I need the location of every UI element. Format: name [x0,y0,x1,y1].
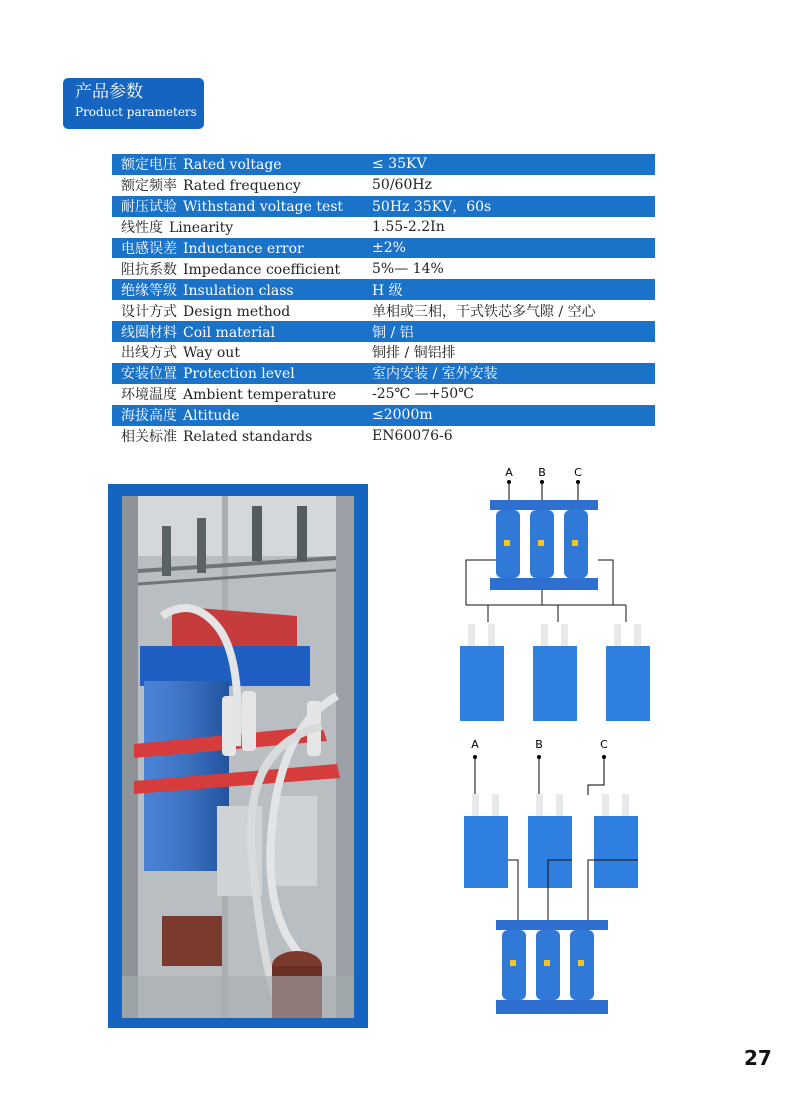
parameter-label [112,322,364,342]
parameter-row [112,321,655,342]
parameter-label-en: Rated frequency [183,178,301,195]
wiring-diagram [448,460,668,1030]
parameters-table [112,154,655,446]
parameter-label-en: Insulation class [183,282,294,299]
parameter-label-en: Linearity [169,220,234,237]
parameter-label-en: Rated voltage [183,157,282,174]
parameter-label-cn: 绝缘等级 [121,282,177,299]
diagram-phase-label: A [471,738,479,751]
section-header-badge [63,78,204,129]
parameter-row [112,342,655,363]
parameter-label [112,217,364,237]
parameter-row [112,363,655,384]
parameter-label-en: Withstand voltage test [183,199,344,216]
parameter-label [112,405,364,425]
parameter-label-cn: 出线方式 [121,345,177,362]
parameter-value: 单相或三相，干式铁芯多气隙 / 空心 [372,303,596,320]
parameter-row [112,300,655,321]
parameter-label [112,154,364,174]
parameter-label-cn: 额定电压 [121,157,177,174]
diagram-phase-label: B [535,738,543,751]
parameter-value: EN60076-6 [372,428,453,445]
section-title-cn: 产品参数 [75,82,143,102]
parameter-label-cn: 耐压试验 [121,199,177,216]
section-title-en: Product parameters [75,105,197,119]
parameter-label-en: Ambient temperature [183,387,337,404]
parameter-value: 5%— 14% [372,260,444,277]
parameter-value: -25℃ —+50℃ [372,386,474,403]
parameter-label [112,196,364,216]
parameter-row [112,426,655,447]
parameter-row [112,384,655,405]
parameter-value: 铜排 / 铜铝排 [372,345,456,362]
parameter-label-cn: 阻抗系数 [121,261,177,278]
parameter-label-cn: 安装位置 [121,366,177,383]
parameter-label [112,384,364,404]
parameter-label [112,175,364,195]
parameter-label-cn: 相关标准 [121,429,177,446]
diagram-phase-label: C [574,466,582,479]
parameter-label-en: Design method [183,303,291,320]
parameter-row [112,196,655,217]
parameter-label-en: Way out [183,345,240,362]
parameter-label [112,238,364,258]
parameter-label-cn: 线性度 [121,220,163,237]
parameter-row [112,405,655,426]
parameter-row [112,258,655,279]
parameter-label-cn: 额定频率 [121,178,177,195]
parameter-label [112,280,364,300]
parameter-label-en: Altitude [183,408,240,425]
installation-photo [122,496,354,1018]
parameter-value: ≤2000m [372,407,433,424]
parameter-row [112,279,655,300]
parameter-row [112,217,655,238]
parameter-row [112,238,655,259]
parameter-value: H 级 [372,282,403,299]
parameter-label [112,301,364,321]
parameter-label [112,426,364,446]
parameter-value: 铜 / 铝 [372,324,414,341]
diagram-phase-label: C [600,738,608,751]
parameter-label [112,363,364,383]
parameter-label-en: Inductance error [183,241,304,257]
parameter-value: ±2% [372,240,406,256]
parameter-row [112,154,655,175]
page-number: 27 [744,1046,772,1070]
parameter-row [112,175,655,196]
parameter-label-cn: 电感误差 [121,241,177,257]
diagram-phase-label: B [538,466,546,479]
parameter-value: 室内安装 / 室外安装 [372,366,498,383]
parameter-label-cn: 环境温度 [121,387,177,404]
parameter-label-cn: 设计方式 [121,303,177,320]
parameter-value: 1.55-2.2In [372,219,445,236]
parameter-label-en: Impedance coefficient [183,261,341,278]
parameter-value: 50Hz 35KV，60s [372,199,492,216]
parameter-value: 50/60Hz [372,177,432,194]
parameter-label [112,259,364,279]
parameter-label-en: Related standards [183,429,313,446]
product-photo-frame [108,484,368,1028]
diagram-phase-label: A [505,466,513,479]
parameter-label [112,342,364,362]
parameter-value: ≤ 35KV [372,156,427,173]
parameter-label-cn: 线圈材料 [121,324,177,341]
parameter-label-en: Coil material [183,324,276,341]
parameter-label-cn: 海拔高度 [121,408,177,425]
parameter-label-en: Protection level [183,366,295,383]
